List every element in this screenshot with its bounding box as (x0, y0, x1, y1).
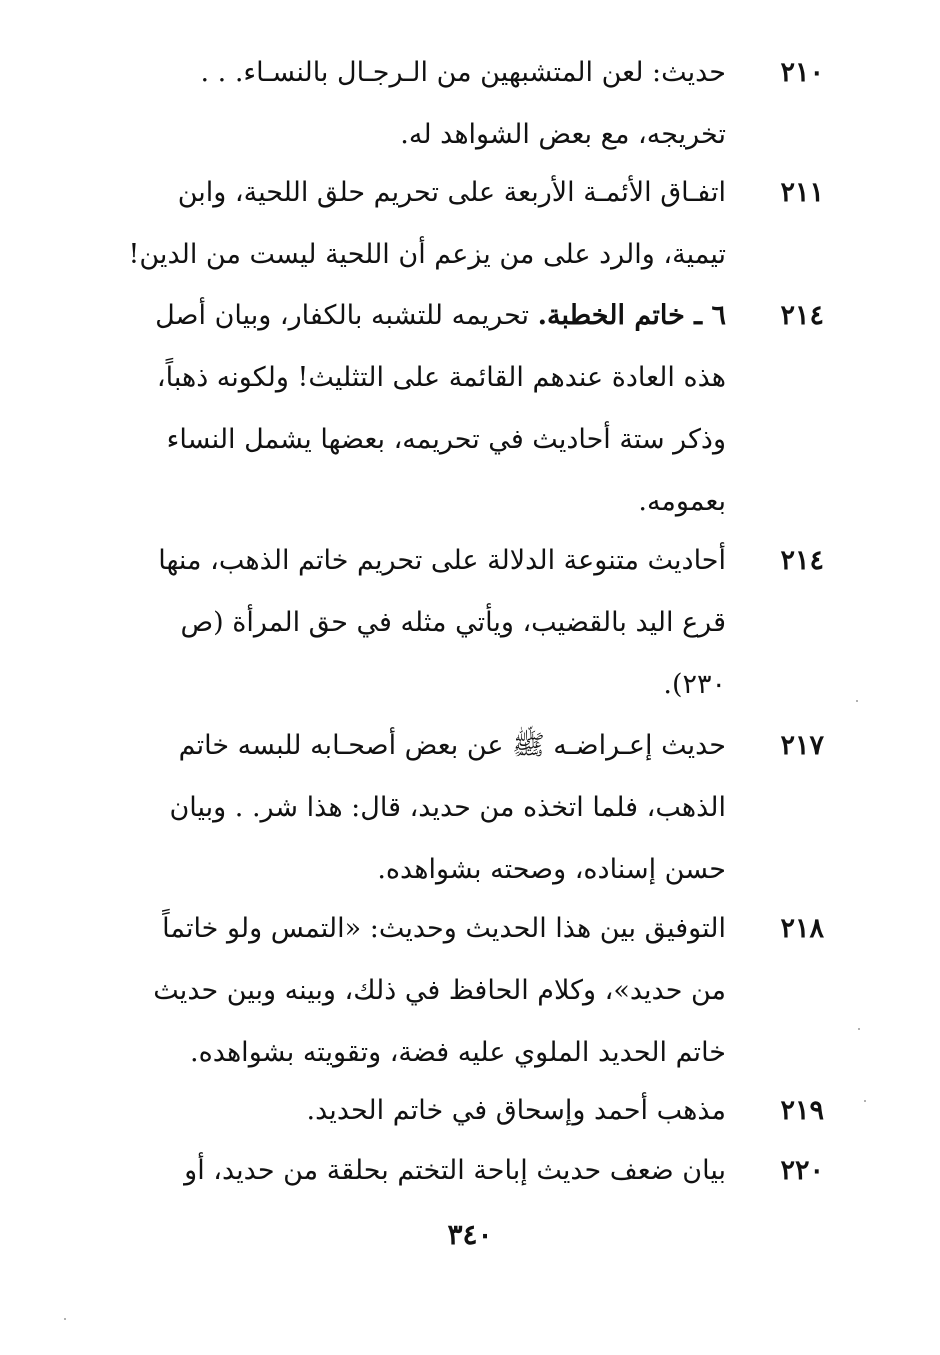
entry-body: التوفيق بين هذا الحديث وحديث: «التمس ولو خاتماً من حديد»، وكلام الحافظ في ذلك، وبينه وبين حديث خاتم الحديد الملوي عليه فضة، وتقويته بشواهده. (153, 913, 726, 1068)
scan-speck (858, 1028, 860, 1030)
list-item (100, 285, 830, 533)
entry-body: أحاديث متنوعة الدلالة على تحريم خاتم الذهب، منها قرع اليد بالقضيب، ويأتي مثله في حق المرأة (ص ٢٣٠). (158, 545, 726, 700)
list-item (100, 898, 830, 1084)
entry-heading: ٦ ـ خاتم الخطبة. (537, 300, 726, 331)
page-reference-number: ٢١٧ (780, 730, 824, 761)
list-item (100, 1140, 830, 1202)
entry-body: مذهب أحمد وإسحاق في خاتم الحديد. (306, 1095, 726, 1126)
list-item (100, 162, 830, 286)
entry-text (100, 1140, 726, 1202)
list-item (100, 1080, 830, 1142)
page-reference-number: ٢١٨ (780, 913, 824, 944)
entry-text (100, 1080, 726, 1142)
entry-row (100, 162, 830, 286)
page-number: ٣٤٠ (447, 1218, 493, 1251)
page-reference-number: ٢٢٠ (780, 1155, 824, 1186)
list-item (100, 715, 830, 901)
entry-body: بيان ضعف حديث إباحة التختم بحلقة من حديد، أو (184, 1155, 726, 1186)
entry-row (100, 530, 830, 716)
entry-text (100, 42, 726, 166)
entry-text (100, 285, 726, 533)
entry-row (100, 1140, 830, 1202)
entry-text (100, 530, 726, 716)
entry-body: تحريمه للتشبه بالكفار، وبيان أصل هذه العادة عندهم القائمة على التثليث! ولكونه ذهباً، وذكر ستة أحاديث في تحريمه، بعضها يشمل النساء بعمومه. (155, 300, 726, 517)
entry-text (100, 162, 726, 286)
page-reference-number: ٢١٤ (780, 300, 824, 331)
entry-text (100, 715, 726, 901)
page-reference-number: ٢١٠ (780, 57, 824, 88)
entry-body: حديث إعـراضـه ﷺ عن بعض أصحـابه للبسه خاتم الذهب، فلما اتخذه من حديد، قال: هذا شر. . وبيان حسن إسناده، وصحته بشواهده. (169, 730, 726, 885)
entry-row (100, 42, 830, 166)
entry-text (100, 898, 726, 1084)
list-item (100, 42, 830, 166)
scan-speck (856, 700, 858, 702)
scan-speck (864, 1100, 866, 1102)
list-item (100, 530, 830, 716)
page-reference-number: ٢١٤ (780, 545, 824, 576)
page-reference-number: ٢١١ (780, 177, 824, 208)
page-reference-number: ٢١٩ (780, 1095, 824, 1126)
entry-row (100, 715, 830, 901)
entry-body: اتفـاق الأئمـة الأربعة على تحريم حلق اللحية، وابن تيمية، والرد على من يزعم أن اللحية ليست من الدين! (128, 177, 726, 270)
entry-row (100, 285, 830, 533)
scan-speck (64, 1318, 66, 1320)
entry-row (100, 1080, 830, 1142)
entry-row (100, 898, 830, 1084)
entry-body: حديث: لعن المتشبهين من الـرجـال بالنسـاء. . . تخريجه، مع بعض الشواهد له. (200, 57, 726, 150)
